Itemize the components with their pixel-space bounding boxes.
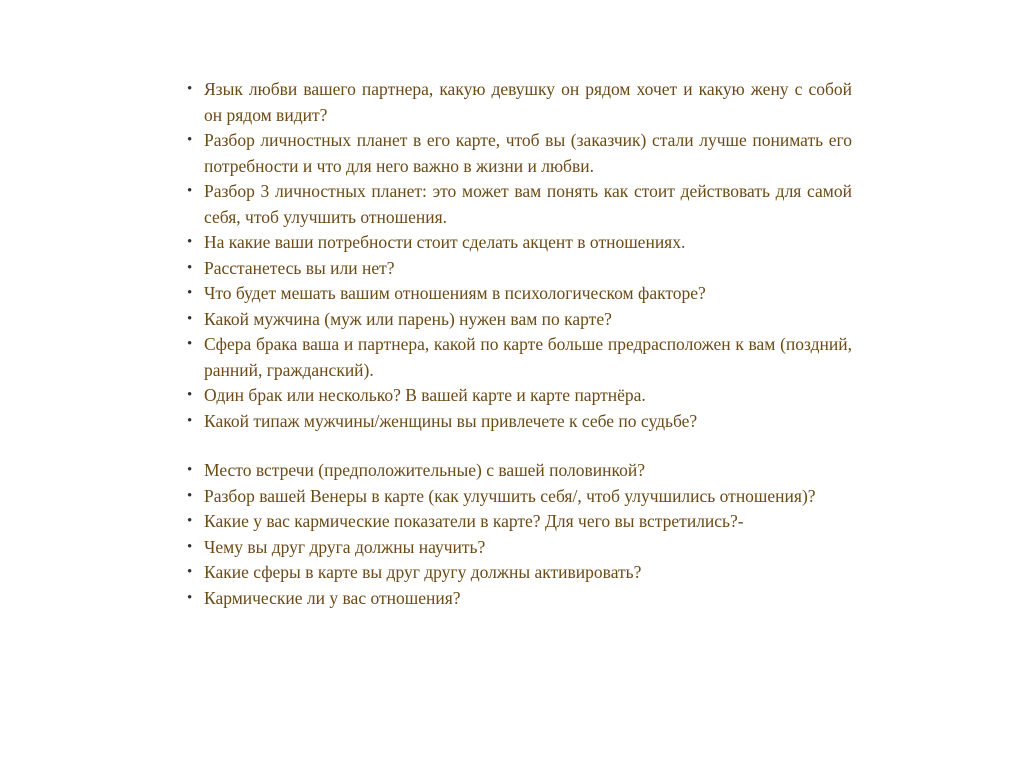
list-item: • Место встречи (предположительные) с вашей половинкой? (204, 458, 852, 484)
list-item: • Сфера брака ваша и партнера, какой по карте больше предрасположен к вам (поздний, ранний, гражданский). (204, 332, 852, 383)
list-item: • Язык любви вашего партнера, какую девушку он рядом хочет и какую жену с собой он рядом видит? (204, 77, 852, 128)
list-item: • На какие ваши потребности стоит сделать акцент в отношениях. (204, 230, 852, 256)
list-item: • Разбор 3 личностных планет: это может вам понять как стоит действовать для самой себя, чтоб улучшить отношения. (204, 179, 852, 230)
list-item: • Какой типаж мужчины/женщины вы привлечете к себе по судьбе? (204, 409, 852, 435)
list-item: • Кармические ли у вас отношения? (204, 586, 852, 612)
list-item: • Какие у вас кармические показатели в карте? Для чего вы встретились?- (204, 509, 852, 535)
list-item: • Что будет мешать вашим отношениям в психологическом факторе? (204, 281, 852, 307)
list-item: • Один брак или несколько? В вашей карте и карте партнёра. (204, 383, 852, 409)
list-item: • Разбор личностных планет в его карте, чтоб вы (заказчик) стали лучше понимать его потребности и что для него важно в жизни и любви. (204, 128, 852, 179)
list-item: • Какой мужчина (муж или парень) нужен вам по карте? (204, 307, 852, 333)
bullet-list-consultation-topics (204, 77, 852, 434)
list-item: • Какие сферы в карте вы друг другу должны активировать? (204, 560, 852, 586)
list-item: • Разбор вашей Венеры в карте (как улучшить себя/, чтоб улучшились отношения)? (204, 484, 852, 510)
bullet-list-relationship-topics (204, 458, 852, 611)
list-item: • Расстанетесь вы или нет? (204, 256, 852, 282)
list-item: • Чему вы друг друга должны научить? (204, 535, 852, 561)
